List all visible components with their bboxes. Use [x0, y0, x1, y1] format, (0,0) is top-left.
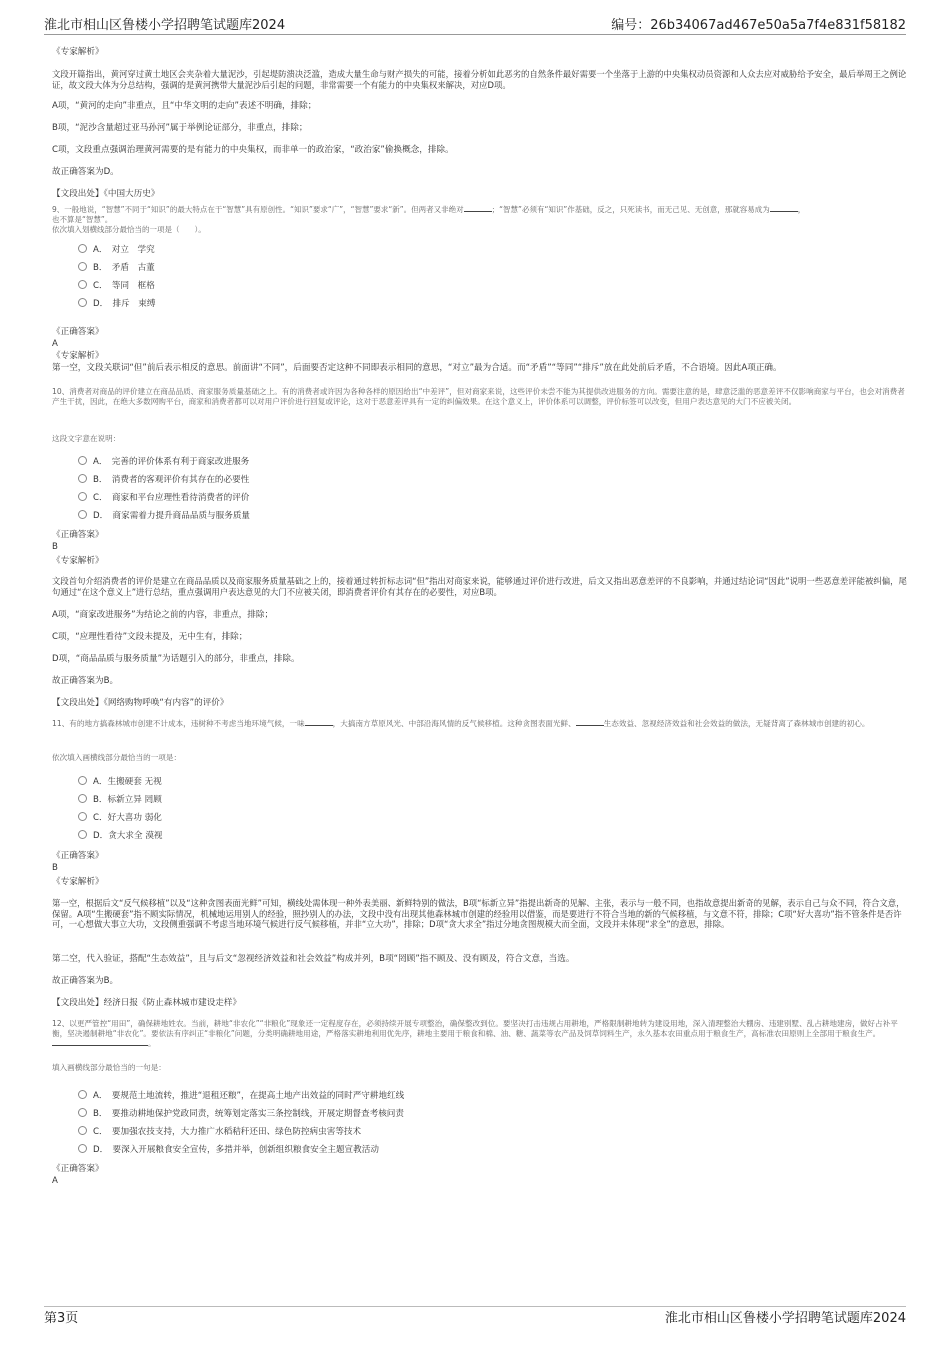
q10-answer: B — [52, 542, 58, 552]
q9-option-c[interactable]: C． 等同 框格 — [78, 280, 155, 292]
radio-icon[interactable] — [78, 1144, 87, 1153]
q8-source: 【文段出处】《中国大历史》 — [52, 189, 160, 199]
q11-source: 【文段出处】经济日报《防止森林城市建设走样》 — [52, 998, 242, 1008]
q10-conclusion: 故正确答案为B。 — [52, 676, 119, 686]
radio-icon[interactable] — [78, 280, 87, 289]
radio-icon[interactable] — [78, 794, 87, 803]
q9-option-d[interactable]: D． 排斥 束缚 — [78, 298, 155, 310]
q12-stem: 12、以更严管控“用田”，确保耕地姓农。当前，耕地“非农化”“非粮化”现象还一定程度存在，必须持续开展专项整治，确保整改到位。要坚决打击违规占用耕地，严格限制耕地转为建设用地，深入清理整治大棚房、违建别墅、乱占耕地建房，做好占补平衡，坚决遏制耕地“非农化”。要依法有序纠正“非粮化”问题，分类明确耕地用途，严格落实耕地利用优先序，耕地主要用于粮食和棉、油、糖、蔬菜等农产品及饲草饲料生产，永久基本农田重点用于粮食生产，高标准农田原则上全部用于粮食生产。。 — [52, 1019, 898, 1048]
radio-icon[interactable] — [78, 474, 87, 483]
q8-option-c-note: C项，文段重点强调治理黄河需要的是有能力的中央集权，而非单一的政治家，“政治家”偷换概念，排除。 — [52, 145, 454, 155]
q12-answer-label: 《正确答案》 — [52, 1164, 104, 1174]
q12-option-d[interactable]: D． 要深入开展粮食安全宣传，多措并举，创新组织粮食安全主题宣教活动 — [78, 1144, 379, 1156]
radio-icon[interactable] — [78, 262, 87, 271]
q12-option-a[interactable]: A． 要规范土地流转，推进“退租还粮”，在提高土地产出效益的同时严守耕地红线 — [78, 1090, 404, 1102]
q9-stem: 9、一般地说，“智慧”不同于“知识”的最大特点在于“智慧”具有原创性。“知识”要求“广”，“智慧”要求“新”。但两者又非绝对 ；“智慧”必须有“知识”作基础，反之，只死读书，而无己见、无创意，那就容易成为 ， 也不算是“智慧”。 依次填入划横线部分最恰当的一项是（ ）。 — [52, 205, 806, 234]
expert-analysis-label: 《专家解析》 — [52, 47, 104, 57]
q12-prompt: 填入画横线部分最恰当的一句是： — [52, 1063, 166, 1072]
header-code: 编号：26b34067ad467e50a5a7f4e831f58182 — [611, 18, 906, 33]
q9-analysis-label: 《专家解析》 — [52, 351, 104, 361]
q11-answer: B — [52, 863, 58, 873]
q11-analysis-label: 《专家解析》 — [52, 877, 104, 887]
radio-icon[interactable] — [78, 1090, 87, 1099]
q11-prompt: 依次填入画横线部分最恰当的一项是： — [52, 753, 182, 762]
q11-option-d[interactable]: D．贪大求全 漠视 — [78, 830, 163, 842]
radio-icon[interactable] — [78, 510, 87, 519]
fill-blank — [52, 1039, 148, 1046]
radio-icon[interactable] — [78, 776, 87, 785]
q12-answer: A — [52, 1176, 58, 1186]
q10-answer-label: 《正确答案》 — [52, 530, 104, 540]
fill-blank — [576, 719, 604, 726]
q10-option-b[interactable]: B． 消费者的客观评价有其存在的必要性 — [78, 474, 249, 486]
q8-analysis: 文段开篇指出，黄河穿过黄土地区会夹杂着大量泥沙，引起堤防溃决泛滥，造成大量生命与财产损失的可能，接着分析如此恶劣的自然条件最好需要一个坐落于上游的中央集权动员资源和人众去应对威胁给予安全，最后举周王之例论证，故文段大体为分总结构，强调的是黄河携带大量泥沙后引起的问题，非常需要一个有能力的中央集权来解决，对应D项。 — [52, 69, 907, 90]
q11-option-b[interactable]: B．标新立异 罔顾 — [78, 794, 162, 806]
radio-icon[interactable] — [78, 244, 87, 253]
radio-icon[interactable] — [78, 492, 87, 501]
q10-prompt: 这段文字意在说明： — [52, 434, 121, 443]
q9-option-b[interactable]: B． 矛盾 古董 — [78, 262, 155, 274]
fill-blank — [770, 205, 798, 212]
q11-analysis-2: 第二空，代入验证，搭配“生态效益”，且与后文“忽视经济效益和社会效益”构成并列，B项“罔顾”指不顾及、没有顾及，符合文意，当选。 — [52, 954, 575, 964]
fill-blank — [305, 719, 333, 726]
q10-source: 【文段出处】《网络购物呼唤“有内容”的评价》 — [52, 698, 229, 708]
q9-answer: A — [52, 339, 58, 349]
q10-option-a[interactable]: A． 完善的评价体系有利于商家改进服务 — [78, 456, 249, 468]
q9-option-a[interactable]: A． 对立 学究 — [78, 244, 155, 256]
radio-icon[interactable] — [78, 456, 87, 465]
q12-option-c[interactable]: C． 要加强农技支持，大力推广水稻秸秆还田、绿色防控病虫害等技术 — [78, 1126, 361, 1138]
page-footer — [44, 1307, 906, 1327]
q8-option-a-note: A项，“黄河的走向”非重点，且“中华文明的走向”表述不明确，排除； — [52, 101, 317, 111]
q11-conclusion: 故正确答案为B。 — [52, 976, 119, 986]
q12-option-b[interactable]: B． 要推动耕地保护党政同责，统筹划定落实三条控制线，开展定期督查考核问责 — [78, 1108, 404, 1120]
q10-stem: 10、消费者对商品的评价建立在商品品质、商家服务质量基础之上。有的消费者或许因为各种各样的原因给出“中差评”，但对商家来说，这些评价未尝不能为其提供改进服务的方向。需要注意的是，肆意泛滥的恶意差评不仅影响商家与平台，也会对消费者产生干扰，因此，在绝大多数网购平台，商家和消费者都可以对用户评价进行回复或评论，这对于恶意差评具有一定的纠偏效果。在这个意义上，评价体系可以调整，评价标签可以改变，但用户表达意见的大门不应被关闭。 — [52, 387, 905, 406]
q11-stem: 11、有的地方搞森林城市创建不计成本，违树种不考虑当地环境气候，一味 ，大搞南方草原风光、中部沿海风情的反气候移植。这种贪图表面光鲜、 生态效益、忽视经济效益和社会效益的做法，无疑背离了森林城市创建的初心。 — [52, 719, 870, 728]
page-header — [44, 14, 906, 34]
q11-answer-label: 《正确答案》 — [52, 851, 104, 861]
header-divider — [44, 34, 906, 35]
radio-icon[interactable] — [78, 298, 87, 307]
q8-conclusion: 故正确答案为D。 — [52, 167, 119, 177]
radio-icon[interactable] — [78, 812, 87, 821]
q10-option-d[interactable]: D． 商家需着力提升商品品质与服务质量 — [78, 510, 250, 522]
q11-analysis-1: 第一空，根据后文“反气候移植”以及“这种贪图表面光鲜”可知，横线处需体现一种外表美丽、新鲜特别的做法，B项“标新立异”指提出新奇的见解、主张，表示与一般不同，也指故意提出新奇的见解，表示自己与众不同，符合文意，保留。A项“生搬硬套”指不顾实际情况，机械地运用别人的经验，照抄别人的办法，文段中没有出现其他森林城市创建的经验用以借鉴，而是要进行不符合当地的新的气候移植，与文意不符，排除；C项“好大喜功”指不管条件是否许可，一心想做大事立大功，文段侧重强调不考虑当地环境气候进行反气候移植，并非“立大功”，排除；D项“贪大求全”指过分地贪图规模大而全面，文段并未体现“求全”的意思，排除。 — [52, 898, 905, 929]
fill-blank — [464, 205, 492, 212]
radio-icon[interactable] — [78, 1126, 87, 1135]
q11-option-c[interactable]: C．好大喜功 弱化 — [78, 812, 162, 824]
q11-option-a[interactable]: A．生搬硬套 无视 — [78, 776, 162, 788]
q10-option-c[interactable]: C． 商家和平台应理性看待消费者的评价 — [78, 492, 249, 504]
q10-option-d-note: D项，“商品品质与服务质量”为话题引入的部分，非重点，排除。 — [52, 654, 300, 664]
radio-icon[interactable] — [78, 830, 87, 839]
q9-answer-label: 《正确答案》 — [52, 327, 104, 337]
q9-analysis: 第一空，文段关联词“但”前后表示相反的意思。前面讲“不同”，后面要否定这种不同即表示相同的意思，“对立”最为合适。而“矛盾”“等同”“排斥”放在此处前后矛盾，不合语境。因此A项正确。 — [52, 363, 782, 373]
q8-option-b-note: B项，“泥沙含量超过亚马孙河”属于举例论证部分，非重点，排除； — [52, 123, 308, 133]
q10-option-a-note: A项，“商家改进服务”为结论之前的内容，非重点，排除； — [52, 610, 274, 620]
footer-title: 淮北市相山区鲁楼小学招聘笔试题库2024 — [664, 1311, 906, 1326]
q10-option-c-note: C项，“应理性看待”文段未提及，无中生有，排除； — [52, 632, 248, 642]
header-title: 淮北市相山区鲁楼小学招聘笔试题库2024 — [44, 18, 286, 33]
page-number: 第3页 — [44, 1311, 79, 1326]
radio-icon[interactable] — [78, 1108, 87, 1117]
q10-analysis-label: 《专家解析》 — [52, 556, 104, 566]
q10-analysis: 文段首句介绍消费者的评价是建立在商品品质以及商家服务质量基础之上的，接着通过转折标志词“但”指出对商家来说，能够通过评价进行改进，后文又指出恶意差评的不良影响，并通过结论词“因此”说明一些恶意差评能被纠偏，尾句通过“在这个意义上”进行总结，重点强调用户表达意见的大门不应被关闭，即消费者评价有其存在的必要性，对应B项。 — [52, 576, 907, 597]
